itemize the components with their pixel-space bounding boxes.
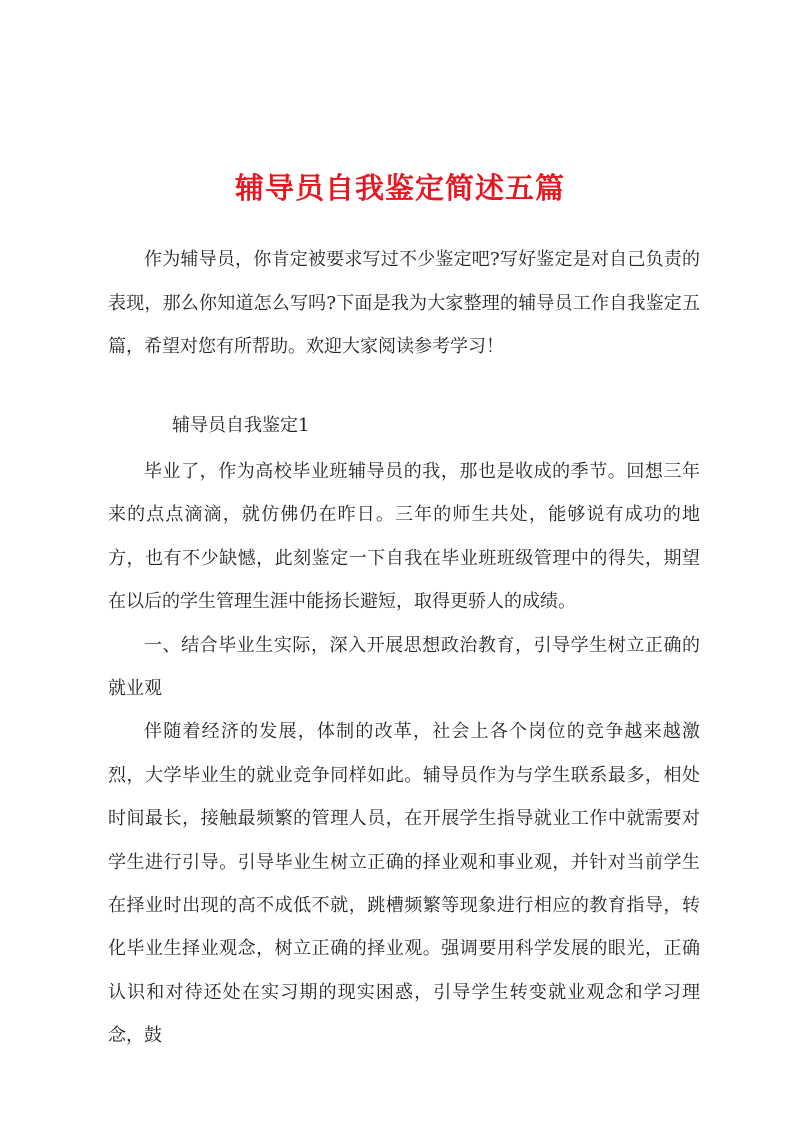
body-block (108, 450, 700, 1058)
intro-paragraph: 作为辅导员，你肯定被要求写过不少鉴定吧?写好鉴定是对自己负责的表现，那么你知道怎么写吗?下面是我为大家整理的辅导员工作自我鉴定五篇，希望对您有所帮助。欢迎大家阅读参考学习！ (108, 249, 700, 357)
body-subheading: 一、结合毕业生实际，深入开展思想政治教育，引导学生树立正确的就业观 (108, 634, 700, 700)
section-heading: 辅导员自我鉴定1 (172, 415, 310, 436)
body-paragraph: 毕业了，作为高校毕业班辅导员的我，那也是收成的季节。回想三年来的点点滴滴，就仿佛仍在昨日。三年的师生共处，能够说有成功的地方，也有不少缺憾，此刻鉴定一下自我在毕业班班级管理中的得失，期望在以后的学生管理生涯中能扬长避短，取得更骄人的成绩。 (108, 461, 700, 613)
intro-block (108, 238, 700, 369)
document-title: 辅导员自我鉴定简述五篇 (234, 171, 565, 205)
body-paragraph: 伴随着经济的发展，体制的改革，社会上各个岗位的竞争越来越激烈，大学毕业生的就业竞争同样如此。辅导员作为与学生联系最多，相处时间最长，接触最频繁的管理人员，在开展学生指导就业工作中就需要对学生进行引导。引导毕业生树立正确的择业观和事业观，并针对当前学生在择业时出现的高不成低不就，跳槽频繁等现象进行相应的教育指导，转化毕业生择业观念，树立正确的择业观。强调要用科学发展的眼光，正确认识和对待还处在实习期的现实困惑，引导学生转变就业观念和学习理念，鼓 (108, 721, 700, 1047)
section-heading-block (108, 404, 700, 447)
